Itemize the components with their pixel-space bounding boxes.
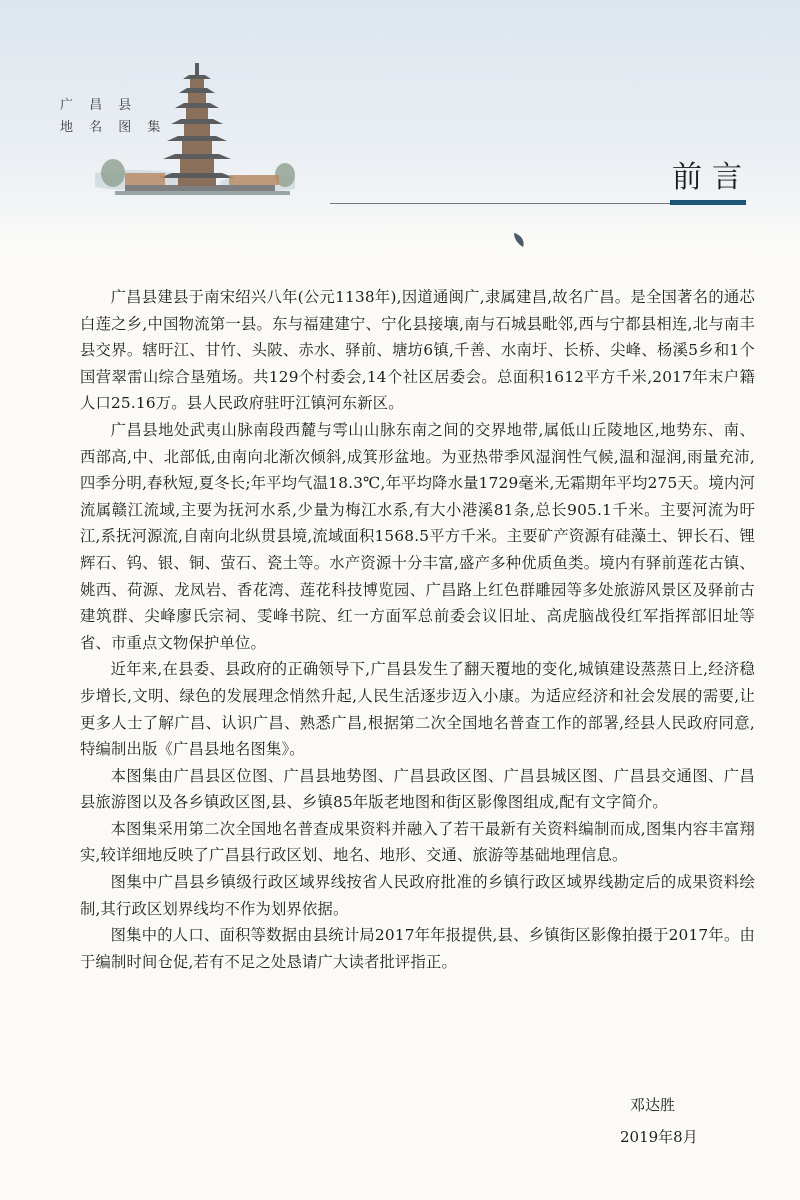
paragraph: 图集中的人口、面积等数据由县统计局2017年年报提供,县、乡镇街区影像拍摄于2017年。由于编制时间仓促,若有不足之处恳请广大读者批评指正。 bbox=[80, 926, 755, 971]
paragraph: 本图集采用第二次全国地名普查成果资料并融入了若干最新有关资料编制而成,图集内容丰富翔实,较详细地反映了广昌县行政区划、地名、地形、交通、旅游等基础地理信息。 bbox=[80, 819, 755, 865]
title-rule bbox=[330, 203, 670, 204]
date: 2019年8月 bbox=[620, 1128, 698, 1146]
pagoda-illustration bbox=[95, 55, 295, 215]
paragraph: 广昌县建县于南宋绍兴八年(公元1138年),因道通闽广,隶属建昌,故名广昌。是全国著名的通芯白莲之乡,中国物流第一县。东与福建建宁、宁化县接壤,南与石城县毗邻,西与宁都县相连,北与南丰县交界。辖旴江、甘竹、头陂、赤水、驿前、塘坊6镇,千善、水南圩、长桥、尖峰、杨溪5乡和1个国营翠雷山综合垦殖场。共129个村委会,14个社区居委会。总面积1612平方千米,2017年末户籍人口25.16万。县人民政府驻旴江镇河东新区。 bbox=[80, 288, 755, 413]
section-title: 前言 bbox=[672, 160, 752, 195]
book-title-line1: 广 昌 县 bbox=[60, 98, 138, 113]
title-accent-bar bbox=[670, 200, 746, 205]
paragraph: 近年来,在县委、县政府的正确领导下,广昌县发生了翻天覆地的变化,城镇建设蒸蒸日上,经济稳步增长,文明、绿色的发展理念悄然升起,人民生活逐步迈入小康。为适应经济和社会发展的需要,让更多人士了解广昌、认识广昌、熟悉广昌,根据第二次全国地名普查工作的部署,经县人民政府同意,特编制出版《广昌县地名图集》。 bbox=[80, 660, 755, 759]
paragraph: 图集中广昌县乡镇级行政区域界线按省人民政府批准的乡镇行政区域界线勘定后的成果资料绘制,其行政区划界线均不作为划界依据。 bbox=[80, 873, 755, 918]
paragraph: 本图集由广昌县区位图、广昌县地势图、广昌县政区图、广昌县城区图、广昌县交通图、广昌县旅游图以及各乡镇政区图,县、乡镇85年版老地图和街区影像图组成,配有文字简介。 bbox=[80, 766, 755, 812]
header-banner bbox=[0, 0, 800, 258]
book-title-line2: 地 名 图 集 bbox=[60, 120, 167, 135]
author-signature: 邓达胜 bbox=[630, 1096, 676, 1114]
preface-body bbox=[80, 284, 755, 975]
leaf-icon bbox=[512, 232, 526, 248]
paragraph: 广昌县地处武夷山脉南段西麓与雩山山脉东南之间的交界地带,属低山丘陵地区,地势东、南、西部高,中、北部低,由南向北渐次倾斜,成箕形盆地。为亚热带季风湿润性气候,温和湿润,雨量充沛,四季分明,春秋短,夏冬长;年平均气温18.3℃,年平均降水量1729毫米,无霜期年平均275天。境内河流属赣江流域,主要为抚河水系,少量为梅江水系,有大小港溪81条,总长905.1千米。主要河流为旴江,系抚河源流,自南向北纵贯县境,流域面积1568.5平方千米。主要矿产资源有硅藻土、钾长石、锂辉石、钨、银、铜、萤石、瓷土等。水产资源十分丰富,盛产多种优质鱼类。境内有驿前莲花古镇、姚西、荷源、龙凤岩、香花湾、莲花科技博览园、广昌路上红色群雕园等多处旅游风景区及驿前古建筑群、尖峰廖氏宗祠、雯峰书院、红一方面军总前委会议旧址、高虎脑战役红军指挥部旧址等省、市重点文物保护单位。 bbox=[80, 420, 755, 652]
